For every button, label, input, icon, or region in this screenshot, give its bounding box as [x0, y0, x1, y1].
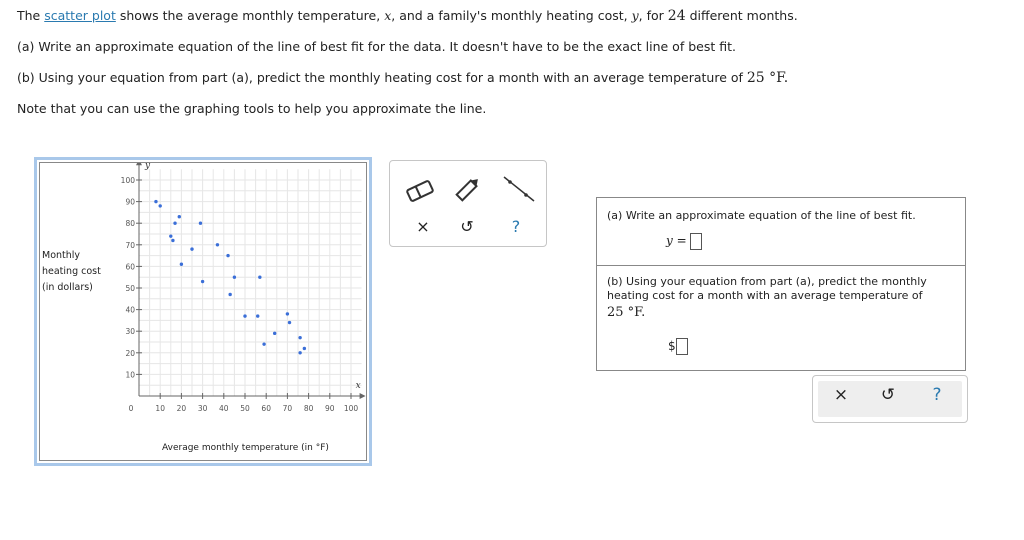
- data-point: [262, 342, 265, 345]
- line-tool-icon: [498, 171, 538, 207]
- month-count: 24: [667, 8, 686, 24]
- question-text: , and a family's monthly heating cost,: [391, 8, 632, 23]
- question-text: different months.: [685, 8, 798, 23]
- data-point: [171, 239, 174, 242]
- data-point: [159, 204, 162, 207]
- y-axis-title-line: (in dollars): [42, 282, 93, 293]
- y-axis-title: [42, 248, 101, 296]
- x-tick-label: 90: [325, 404, 335, 413]
- answer-divider: [597, 265, 965, 266]
- graph-help-button[interactable]: ?: [511, 217, 521, 236]
- undo-answer-button[interactable]: ↺: [880, 385, 896, 405]
- y-axis-arrow: [136, 163, 142, 165]
- x-tick-label: 70: [282, 404, 293, 413]
- question-line-3: [17, 70, 788, 86]
- data-point: [286, 312, 289, 315]
- data-point: [201, 280, 204, 283]
- graph-panel[interactable]: [34, 157, 372, 466]
- data-point: [190, 247, 193, 250]
- origin-label: 0: [128, 404, 134, 413]
- equation-input[interactable]: [690, 233, 702, 250]
- cost-input[interactable]: [676, 338, 688, 355]
- y-equals-label: y =: [666, 233, 687, 248]
- data-point: [180, 263, 183, 266]
- part-b-temperature: 25 °F.: [607, 305, 646, 320]
- data-point: [178, 215, 181, 218]
- y-tick-label: 80: [125, 219, 135, 229]
- question-text: (b) Using your equation from part (a), predict the monthly heating cost for a month with an average temperature of: [17, 70, 747, 85]
- y-axis-title-line: Monthly: [42, 250, 81, 261]
- question-text: The: [17, 8, 45, 23]
- part-a-prompt: (a) Write an approximate equation of the line of best fit.: [607, 209, 916, 222]
- y-tick-label: 10: [125, 370, 135, 380]
- question-text: , for: [638, 8, 668, 23]
- x-tick-label: 100: [343, 404, 359, 413]
- equation-row: [666, 233, 702, 250]
- clear-answer-button[interactable]: ×: [833, 385, 849, 405]
- x-axis-arrow: [360, 393, 366, 399]
- y-tick-label: 20: [125, 348, 135, 358]
- y-tick-label: 70: [125, 240, 135, 250]
- data-point: [298, 336, 301, 339]
- question-line-2: (a) Write an approximate equation of the line of best fit for the data. It doesn't have to be the exact line of best fit.: [17, 39, 736, 54]
- answer-actions: [812, 375, 968, 423]
- data-point: [273, 332, 276, 335]
- part-b-prompt: [607, 275, 947, 323]
- x-tick-label: 40: [219, 404, 229, 413]
- graph-area[interactable]: [39, 162, 367, 461]
- x-axis-variable: x: [355, 381, 361, 391]
- y-tick-label: 60: [125, 262, 135, 272]
- pencil-tool-button[interactable]: [450, 171, 486, 207]
- eraser-icon: [402, 171, 438, 207]
- clear-graph-button[interactable]: ×: [416, 217, 430, 236]
- data-point: [228, 293, 231, 296]
- x-tick-label: 50: [240, 404, 250, 413]
- question-text: shows the average monthly temperature,: [115, 8, 385, 23]
- x-axis-title: Average monthly temperature (in °F): [162, 443, 329, 453]
- y-tick-label: 100: [120, 176, 135, 185]
- line-tool-button[interactable]: [498, 171, 534, 207]
- pencil-icon: [450, 171, 486, 207]
- data-point: [169, 234, 172, 237]
- y-tick-label: 50: [125, 284, 135, 293]
- graphing-toolbar: [389, 160, 547, 247]
- scatter-plot[interactable]: [40, 163, 370, 464]
- scatter-plot-link[interactable]: scatter plot: [44, 8, 116, 23]
- data-point: [256, 314, 259, 317]
- data-point: [199, 222, 202, 225]
- x-tick-label: 20: [176, 404, 187, 413]
- data-point: [258, 276, 261, 279]
- answer-help-button[interactable]: ?: [932, 385, 942, 405]
- x-tick-label: 10: [155, 404, 165, 413]
- cost-row: [668, 338, 688, 355]
- undo-graph-button[interactable]: ↺: [460, 217, 474, 236]
- y-axis-title-line: heating cost: [42, 266, 101, 277]
- y-variable: y: [631, 8, 639, 23]
- data-point: [298, 351, 301, 354]
- x-tick-label: 80: [303, 404, 314, 413]
- temperature-value: 25 °F.: [746, 70, 789, 86]
- data-point: [226, 254, 229, 257]
- data-point: [173, 222, 176, 225]
- y-axis-variable: y: [145, 163, 151, 172]
- eraser-tool-button[interactable]: [402, 171, 438, 207]
- y-tick-label: 30: [125, 327, 135, 337]
- x-tick-label: 60: [261, 404, 271, 413]
- data-point: [154, 200, 157, 203]
- answer-panel: [596, 197, 966, 371]
- part-b-text: (b) Using your equation from part (a), predict the monthly heating cost for a month with an average temperature of: [607, 275, 927, 302]
- question-line-4: Note that you can use the graphing tools to help you approximate the line.: [17, 101, 487, 116]
- dollar-sign: $: [668, 339, 676, 353]
- data-point: [233, 276, 236, 279]
- data-point: [303, 347, 306, 350]
- data-point: [216, 243, 219, 246]
- y-tick-label: 90: [125, 197, 135, 207]
- x-variable: x: [384, 8, 392, 23]
- data-point: [243, 314, 246, 317]
- y-tick-label: 40: [125, 305, 135, 315]
- question-line-1: [17, 8, 798, 24]
- data-point: [288, 321, 291, 324]
- x-tick-label: 30: [197, 404, 208, 413]
